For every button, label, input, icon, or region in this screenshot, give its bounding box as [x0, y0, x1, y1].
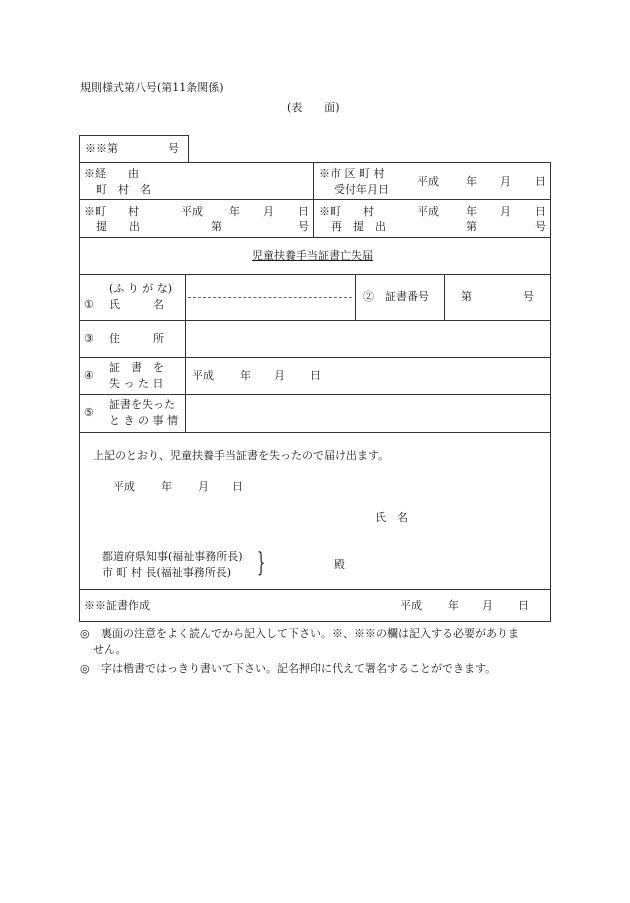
name-label: 氏 名 — [109, 298, 164, 311]
resubmit-month: 月 — [500, 205, 511, 218]
furigana-separator — [188, 297, 352, 298]
lost-date-year: 年 — [240, 369, 251, 382]
form-number-suffix: 号 — [168, 142, 179, 155]
declaration-month: 月 — [198, 480, 209, 493]
receipt-label-2: 受付年月日 — [334, 183, 389, 196]
brace-icon: } — [257, 548, 266, 578]
form-title: 児童扶養手当証書亡失届 — [252, 249, 373, 262]
rule — [355, 274, 356, 320]
rule — [185, 274, 186, 432]
lost-date-label: 証 書 を — [109, 361, 164, 374]
submit-label-2: 提 出 — [96, 220, 140, 233]
reason-number: ⑤ — [84, 406, 94, 419]
receipt-year: 年 — [466, 175, 477, 188]
resubmit-no-suffix: 号 — [535, 220, 546, 233]
resubmit-label: ※町 村 — [319, 205, 374, 218]
cert-created-month: 月 — [482, 599, 493, 612]
via-label: ※経 由 — [84, 167, 139, 180]
cert-number-prefix: 第 — [461, 290, 472, 303]
resubmit-no-prefix: 第 — [466, 220, 477, 233]
submit-no-suffix: 号 — [298, 220, 309, 233]
submit-era: 平成 — [181, 205, 203, 218]
address-label: 住 所 — [109, 332, 164, 345]
declaration-era: 平成 — [113, 480, 135, 493]
submit-no-prefix: 第 — [211, 220, 222, 233]
via-label-2: 町 村 名 — [96, 183, 151, 196]
address-number: ③ — [84, 332, 94, 345]
note-1: 裏面の注意をよく読んでから記入して下さい。※、※※の欄は記入する必要がありま — [101, 627, 519, 640]
lost-date-label-2: 失 っ た 日 — [109, 377, 164, 390]
receipt-month: 月 — [500, 175, 511, 188]
declarant-name-field[interactable] — [420, 506, 540, 528]
honorific: 殿 — [334, 558, 345, 571]
reason-field[interactable] — [189, 397, 547, 429]
address-field[interactable] — [189, 323, 547, 354]
name-number: ① — [84, 298, 94, 311]
receipt-day: 日 — [535, 175, 546, 188]
resubmit-era: 平成 — [417, 205, 439, 218]
submit-label: ※町 村 — [84, 205, 139, 218]
lost-date-day: 日 — [310, 369, 321, 382]
note-mark-2: ◎ — [80, 662, 90, 675]
receipt-era: 平成 — [417, 175, 439, 188]
resubmit-day: 日 — [535, 205, 546, 218]
cert-created-label: ※※証書作成 — [84, 599, 150, 612]
cert-number-field[interactable] — [476, 278, 520, 316]
resubmit-year: 年 — [466, 205, 477, 218]
receipt-label: ※市 区 町 村 — [319, 167, 385, 180]
lost-date-number: ④ — [84, 369, 94, 382]
addressee-line-2: 市 町 村 長(福祉事務所長) — [102, 566, 232, 579]
cert-created-era: 平成 — [400, 599, 422, 612]
cert-created-day: 日 — [518, 599, 529, 612]
rule — [79, 357, 551, 358]
side-label: (表 面) — [287, 101, 340, 114]
resubmit-label-2: 再 提 出 — [331, 220, 386, 233]
form-number-prefix: ※※第 — [85, 142, 118, 155]
note-mark-1: ◎ — [80, 627, 90, 640]
cert-number-label: ② 証書番号 — [363, 290, 429, 303]
declaration-day: 日 — [232, 480, 243, 493]
declaration-text: 上記のとおり、児童扶養手当証書を失ったので届け出ます。 — [93, 449, 390, 462]
reason-label: 証書を失った — [109, 398, 175, 411]
furigana-label: (ふ り が な) — [109, 282, 173, 295]
name-field[interactable] — [189, 299, 353, 317]
note-2: 字は楷書ではっきり書いて下さい。記名押印に代えて署名することができます。 — [101, 662, 497, 675]
lost-date-era: 平成 — [192, 369, 214, 382]
rule — [79, 589, 551, 590]
submit-month: 月 — [263, 205, 274, 218]
cert-number-suffix: 号 — [523, 290, 534, 303]
furigana-field[interactable] — [189, 279, 353, 295]
rule — [313, 162, 314, 237]
reason-label-2: と き の 事 情 — [109, 414, 178, 427]
rule — [79, 199, 551, 200]
note-1-cont: せん。 — [93, 643, 127, 656]
submit-day: 日 — [298, 205, 309, 218]
lost-date-month: 月 — [274, 369, 285, 382]
rule — [444, 274, 445, 320]
rule — [79, 432, 551, 433]
cert-created-year: 年 — [448, 599, 459, 612]
rule — [79, 274, 551, 275]
submit-year: 年 — [229, 205, 240, 218]
rule — [79, 394, 551, 395]
declarant-name-label: 氏 名 — [375, 511, 408, 524]
form-code: 規則様式第八号(第11条関係) — [80, 81, 224, 94]
rule — [79, 320, 551, 321]
addressee-line-1: 都道府県知事(福祉事務所長) — [102, 550, 243, 563]
declaration-year: 年 — [161, 480, 172, 493]
rule — [79, 237, 551, 238]
